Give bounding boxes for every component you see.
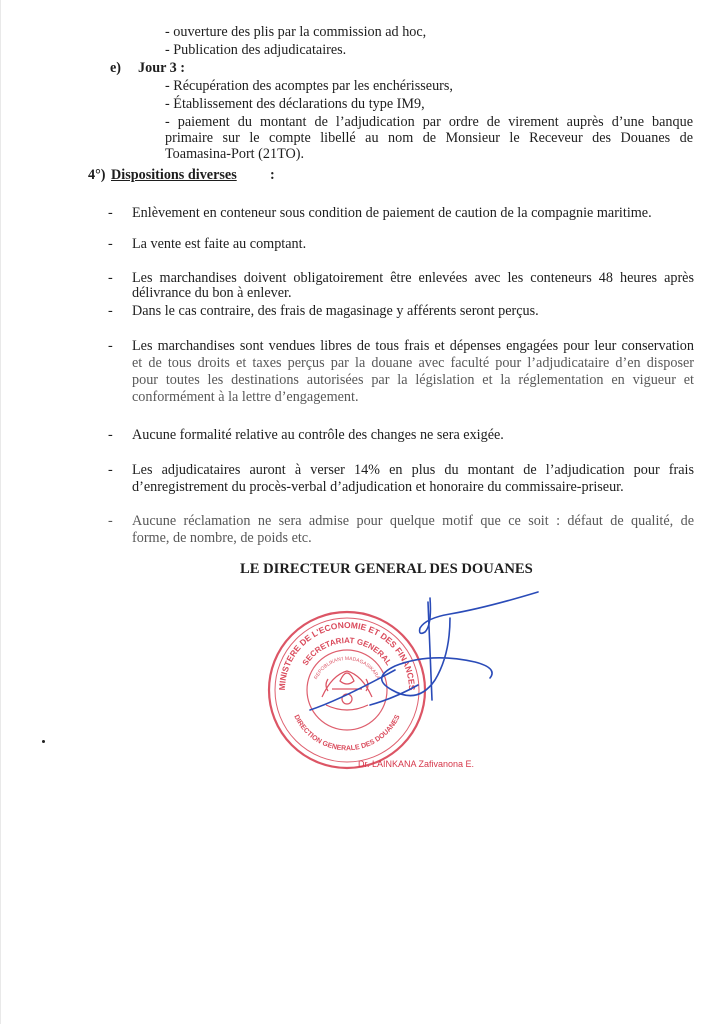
disposition-5-line-4: conformément à la lettre d’engagement. (132, 389, 359, 405)
bullet-dash: - (108, 338, 113, 354)
stamp-outer-text: MINISTERE DE L'ECONOMIE ET DES FINANCES (276, 619, 418, 691)
jour3-item-1: - Récupération des acomptes par les enchérisseurs, (165, 78, 453, 94)
section-heading-colon: : (270, 167, 275, 183)
jour3-item-3-cont: primaire sur le compte libellé au nom de Monsieur le Receveur des Douanes de (165, 130, 693, 146)
section-heading: Dispositions diverses (111, 167, 237, 183)
page-edge (0, 0, 1, 1024)
jour3-heading: Jour 3 : (138, 60, 186, 76)
stamp-bottom-text: DIRECTION GENERALE DES DOUANES (292, 713, 402, 753)
jour3-item-3: - paiement du montant de l’adjudication par ordre de virement auprès d’une banque (165, 114, 693, 130)
disposition-7-line-1: Les adjudicataires auront à verser 14% en plus du montant de l’adjudication pour frais (132, 462, 694, 478)
disposition-5-line-1: Les marchandises sont vendues libres de tous frais et dépenses engagées pour leur conservation (132, 338, 694, 354)
disposition-8-line-1: Aucune réclamation ne sera admise pour quelque motif que ce soit : défaut de qualité, de (132, 513, 694, 529)
scan-speck (42, 740, 45, 743)
top-line-1: - ouverture des plis par la commission ad hoc, (165, 24, 427, 40)
bullet-dash: - (108, 236, 113, 252)
bullet-dash: - (108, 427, 113, 443)
disposition-2: La vente est faite au comptant. (132, 236, 307, 252)
section-number: 4°) (88, 167, 106, 183)
bullet-dash: - (108, 270, 113, 286)
signature-title: LE DIRECTEUR GENERAL DES DOUANES (240, 561, 533, 577)
disposition-1: Enlèvement en conteneur sous condition de paiement de caution de la compagnie maritime. (132, 205, 652, 221)
top-line-2: - Publication des adjudicataires. (165, 42, 347, 58)
disposition-7-line-2: d’enregistrement du procès-verbal d’adjudication et honoraire du commissaire-priseur. (132, 479, 624, 495)
jour3-marker: e) (110, 60, 122, 76)
jour3-item-2: - Établissement des déclarations du type IM9, (165, 96, 425, 112)
disposition-3-line-1: Les marchandises doivent obligatoirement être enlevées avec les conteneurs 48 heures après (132, 270, 694, 286)
disposition-5-line-3: pour toutes les destinations autorisées par la législation et la réglementation en vigueur et (132, 372, 694, 388)
disposition-3-line-2: délivrance du bon à enlever. (132, 285, 292, 301)
disposition-4: Dans le cas contraire, des frais de magasinage y afférents seront perçus. (132, 303, 539, 319)
bullet-dash: - (108, 303, 113, 319)
stamp-inner-text: REPOBLIKAN'I MADAGASIKARA (313, 655, 381, 681)
handwritten-signature (300, 570, 550, 730)
bullet-dash: - (108, 205, 113, 221)
signatory-name: Dr. LAINKANA Zafivanona E. (358, 759, 475, 769)
stamp-middle-text: SECRETARIAT GENERAL (300, 635, 394, 668)
disposition-5-line-2: et de tous droits et taxes perçus par la douane avec faculté pour l’adjudicataire d’en disposer (132, 355, 694, 371)
jour3-item-3-end: Toamasina-Port (21TO). (165, 146, 305, 162)
bullet-dash: - (108, 462, 113, 478)
bullet-dash: - (108, 513, 113, 529)
disposition-6: Aucune formalité relative au contrôle des changes ne sera exigée. (132, 427, 504, 443)
disposition-8-line-2: forme, de nombre, de poids etc. (132, 530, 312, 546)
